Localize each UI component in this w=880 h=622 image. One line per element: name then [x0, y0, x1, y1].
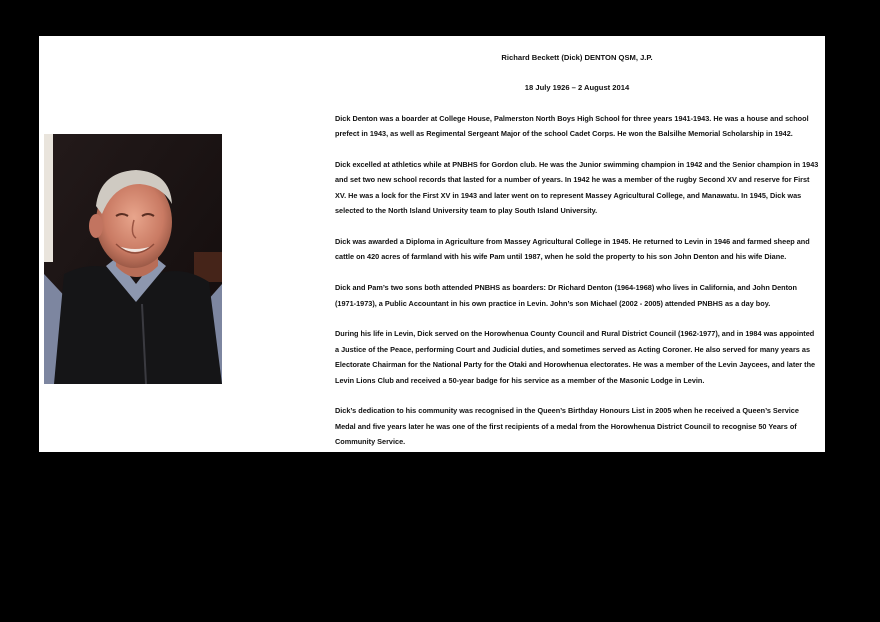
- paragraph-community-service: During his life in Levin, Dick served on the Horowhenua County Council and Rural District Council (1962-1977), and in 1984 was appointed a Justice of the Peace, performing Court and Judicial duties, and sometimes served as Acting Coroner. He also served for many years as Electorate Chairman for the National Party for the Otaki and Horowhenua electorates. He was a member of the Levin Jaycees, and later the Levin Lions Club and received a 50-year badge for his service as a member of the Masonic Lodge in Levin.: [335, 329, 816, 385]
- paragraph-honours: Dick’s dedication to his community was recognised in the Queen’s Birthday Honours List in 2005 when he received a Queen’s Service Medal and five years later he was one of the first recipients of a medal from the Horowhenua District Council to recognise 50 Years of Community Service.: [335, 406, 799, 447]
- biography-text: [335, 50, 819, 465]
- paragraph-school: Dick Denton was a boarder at College House, Palmerston North Boys High School for three years 1941-1943. He was a house and school prefect in 1943, as well as Regimental Sergeant Major of the school Cadet Corps. He won the Balsilhe Memorial Scholarship in 1942.: [335, 113, 809, 139]
- paragraph-athletics: Dick excelled at athletics while at PNBHS for Gordon club. He was the Junior swimming champion in 1942 and the Senior champion in 1943 and set two new school records that lasted for a number of years. In 1942 he was a member of the rugby Second XV and reserve for First XV. He was a lock for the First XV in 1943 and later went on to represent Massey Agricultural College, and Manawatu. In 1945, Dick was selected to the North Island University team to play South Island University.: [335, 160, 819, 216]
- document-page: [39, 36, 825, 452]
- document-dates: 18 July 1926 – 2 August 2014: [524, 83, 630, 93]
- portrait-photo: [44, 134, 222, 384]
- paragraph-family: Dick and Pam’s two sons both attended PNBHS as boarders: Dr Richard Denton (1964-1968) who lives in California, and John Denton (1971-1973), a Public Accountant in his own practice in Levin. John’s son Michael (2002 - 2005) attended PNBHS as a day boy.: [335, 283, 797, 308]
- paragraph-agriculture: Dick was awarded a Diploma in Agriculture from Massey Agricultural College in 1945. He returned to Levin in 1946 and farmed sheep and cattle on 420 acres of farmland with his wife Pam until 1987, when he sold the property to his son John Denton and his wife Diane.: [335, 237, 810, 262]
- document-title: Richard Beckett (Dick) DENTON QSM, J.P.: [501, 53, 653, 62]
